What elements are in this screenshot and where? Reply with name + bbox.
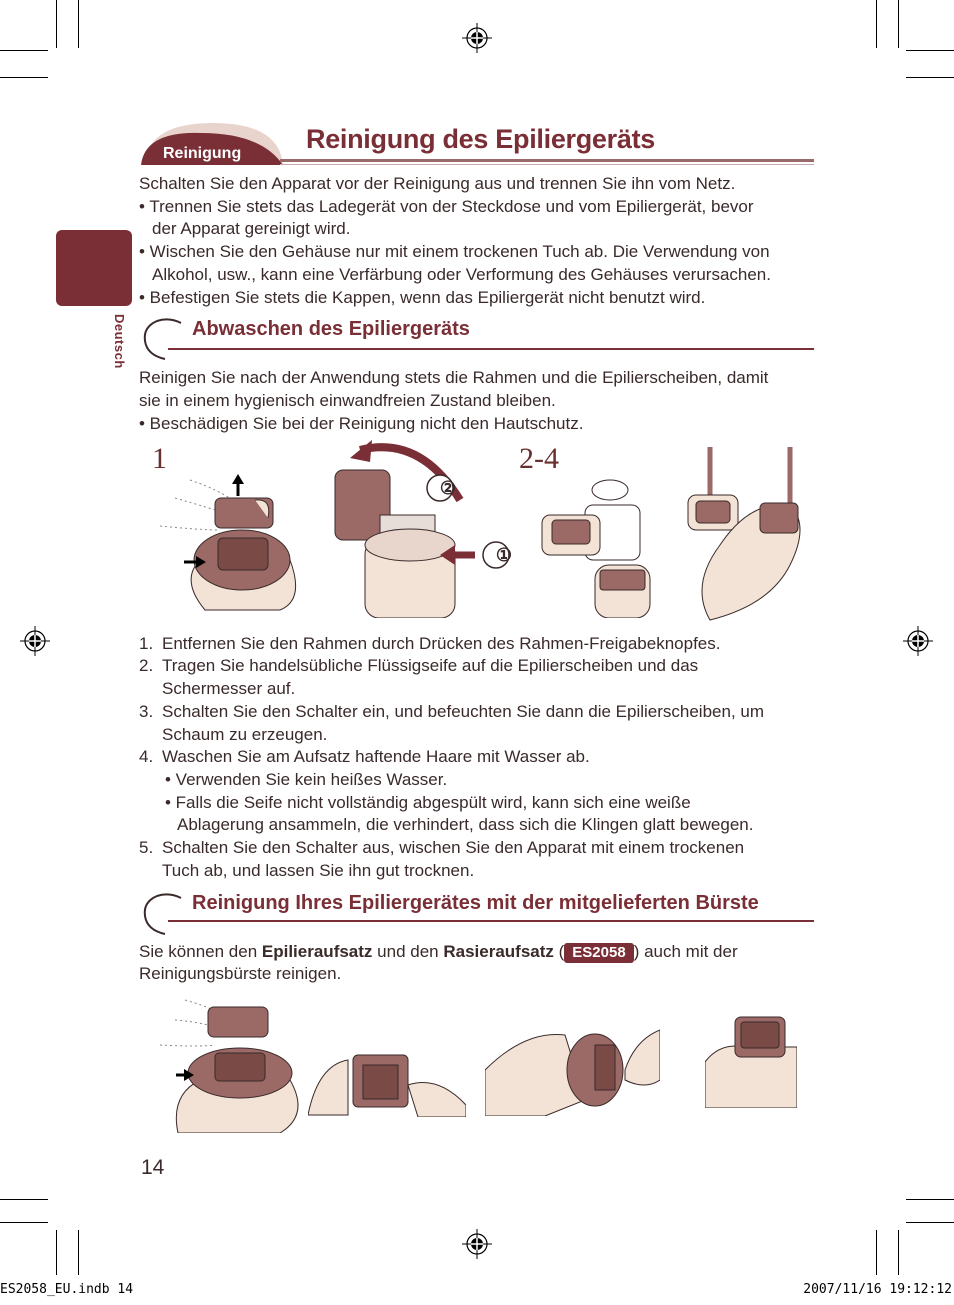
- brush-shaver-illustration: [705, 1012, 797, 1108]
- step-number: 4.: [139, 747, 154, 766]
- brush-text: Sie können den Epilieraufsatz und den Rasieraufsatz ( ES2058 ) auch mit der: [139, 942, 738, 961]
- wash-heading-rule: [168, 348, 814, 350]
- callout-1: ①: [495, 545, 513, 565]
- footer-timestamp: 2007/11/16 19:12:12: [803, 1282, 952, 1297]
- intro-line: Alkohol, usw., kann eine Verfärbung oder Verformung des Gehäuses verursachen.: [152, 265, 771, 284]
- brush-heading-rule: [168, 920, 814, 922]
- remove-cap-illustration: [330, 440, 515, 618]
- brush-frame-illustration: [308, 1035, 466, 1117]
- rinse-water-illustration: [680, 445, 810, 623]
- page-title: Reinigung des Epiliergeräts: [306, 124, 655, 154]
- registration-mark-right-icon: [903, 626, 933, 656]
- apply-soap-illustration: [540, 470, 670, 618]
- callout-2: ②: [439, 478, 457, 498]
- step-note: • Falls die Seife nicht vollständig abgespült wird, kann sich eine weiße: [165, 793, 691, 812]
- step-text: Tragen Sie handelsübliche Flüssigseife auf die Epilierscheiben und das: [162, 656, 699, 675]
- title-divider: [280, 159, 814, 162]
- step-text: Waschen Sie am Aufsatz haftende Haare mit Wasser ab.: [162, 747, 590, 766]
- step-number: 1.: [139, 634, 154, 653]
- brush-text: Reinigungsbürste reinigen.: [139, 964, 342, 983]
- model-badge: ES2058: [564, 943, 633, 963]
- brush-remove-frame-illustration: [160, 995, 305, 1133]
- remove-frame-illustration: [160, 460, 310, 618]
- step-note: Ablagerung ansammeln, die verhindert, dass sich die Klingen glatt bewegen.: [177, 815, 754, 834]
- step-number: 5.: [139, 838, 154, 857]
- step-number: 3.: [139, 702, 154, 721]
- language-label: Deutsch: [112, 314, 127, 369]
- intro-line: Schalten Sie den Apparat vor der Reinigung aus und trennen Sie ihn vom Netz.: [139, 174, 736, 193]
- title-divider-thin: [280, 164, 814, 165]
- intro-line: • Wischen Sie den Gehäuse nur mit einem trockenen Tuch ab. Die Verwendung von: [139, 242, 770, 261]
- step-number: 2.: [139, 656, 154, 675]
- step-text: Entfernen Sie den Rahmen durch Drücken des Rahmen-Freigabeknopfes.: [162, 634, 721, 653]
- subsection-bracket-icon: [141, 890, 185, 936]
- wash-text: sie in einem hygienisch einwandfreien Zustand bleiben.: [139, 391, 556, 410]
- step-text: Tuch ab, und lassen Sie ihn gut trocknen.: [162, 861, 475, 880]
- shaver-head-term: Rasieraufsatz: [443, 942, 554, 961]
- wash-text: • Beschädigen Sie bei der Reinigung nicht den Hautschutz.: [139, 414, 584, 433]
- brush-epilator-illustration: [485, 1010, 660, 1116]
- step-text: Schalten Sie den Schalter ein, und befeuchten Sie dann die Epilierscheiben, um: [162, 702, 765, 721]
- footer-file: ES2058_EU.indb 14: [0, 1282, 134, 1297]
- intro-line: der Apparat gereinigt wird.: [152, 219, 351, 238]
- step-text: Schaum zu erzeugen.: [162, 725, 328, 744]
- brush-heading: Reinigung Ihres Epiliergerätes mit der mitgelieferten Bürste: [192, 892, 759, 914]
- language-tab: [56, 230, 132, 306]
- wash-text: Reinigen Sie nach der Anwendung stets die Rahmen und die Epilierscheiben, damit: [139, 368, 769, 387]
- registration-mark-left-icon: [20, 626, 50, 656]
- step-label-2-4: 2-4: [519, 442, 559, 475]
- wash-heading: Abwaschen des Epiliergeräts: [192, 318, 470, 340]
- step-text: Schalten Sie den Schalter aus, wischen Sie den Apparat mit einem trockenen: [162, 838, 745, 857]
- subsection-bracket-icon: [141, 315, 185, 361]
- intro-line: • Trennen Sie stets das Ladegerät von der Steckdose und vom Epiliergerät, bevor: [139, 197, 754, 216]
- registration-mark-top-icon: [462, 23, 492, 53]
- step-note: • Verwenden Sie kein heißes Wasser.: [165, 770, 448, 789]
- epilator-head-term: Epilieraufsatz: [261, 942, 373, 961]
- registration-mark-bottom-icon: [462, 1229, 492, 1259]
- page-number: 14: [141, 1156, 165, 1179]
- section-tab-label: Reinigung: [163, 145, 242, 162]
- intro-line: • Befestigen Sie stets die Kappen, wenn das Epiliergerät nicht benutzt wird.: [139, 288, 706, 307]
- step-label-1: 1: [152, 442, 167, 475]
- step-text: Schermesser auf.: [162, 679, 296, 698]
